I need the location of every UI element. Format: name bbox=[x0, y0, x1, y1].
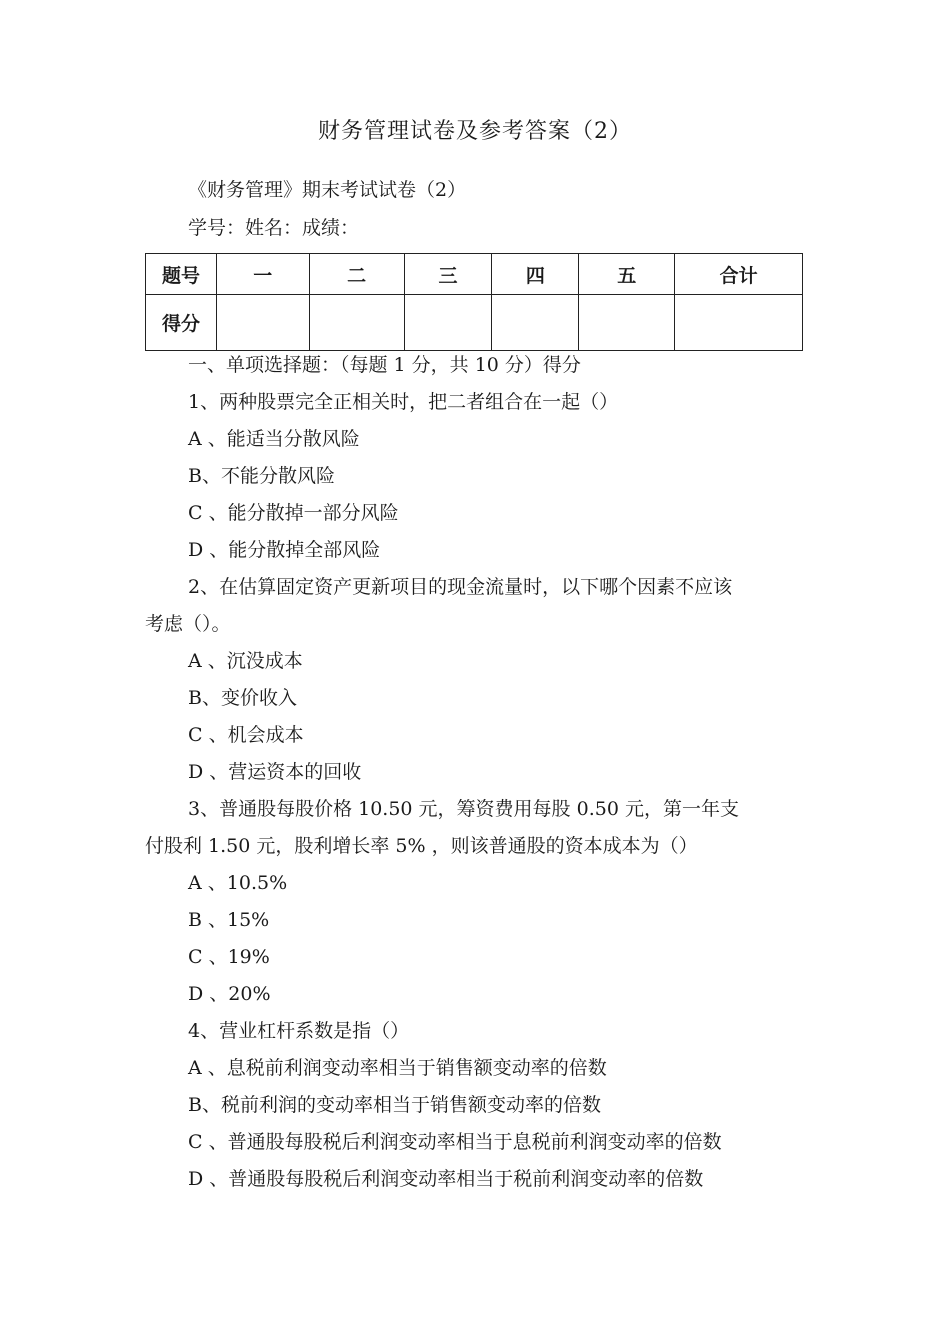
question-stem: 1、两种股票完全正相关时，把二者组合在一起（） bbox=[188, 391, 619, 413]
question-stem-continuation: 考虑（）。 bbox=[145, 613, 231, 635]
question-option: C 、普通股每股税后利润变动率相当于息税前利润变动率的倍数 bbox=[188, 1131, 722, 1153]
question-option: D 、20% bbox=[188, 983, 271, 1005]
question-stem: 2、在估算固定资产更新项目的现金流量时，以下哪个因素不应该 bbox=[188, 576, 733, 598]
score-table-header-cell: 三 bbox=[404, 254, 492, 295]
question-option: C 、能分散掉一部分风险 bbox=[188, 502, 399, 524]
question-option: B、变价收入 bbox=[188, 687, 297, 709]
question-stem: 3、普通股每股价格 10.50 元，筹资费用每股 0.50 元，第一年支 bbox=[188, 798, 739, 820]
score-table-header-row bbox=[146, 254, 803, 295]
score-table-header-cell: 四 bbox=[492, 254, 579, 295]
question-option: D 、能分散掉全部风险 bbox=[188, 539, 381, 561]
document-title: 财务管理试卷及参考答案（2） bbox=[318, 119, 632, 144]
score-table-header-cell: 题号 bbox=[146, 254, 217, 295]
question-option: C 、19% bbox=[188, 946, 270, 968]
question-option: B、不能分散风险 bbox=[188, 465, 335, 487]
score-table-header-cell: 五 bbox=[579, 254, 675, 295]
question-stem-continuation: 付股利 1.50 元，股利增长率 5% ，则该普通股的资本成本为（） bbox=[145, 835, 698, 857]
score-cell bbox=[216, 295, 309, 351]
score-table-header-cell: 一 bbox=[216, 254, 309, 295]
score-cell bbox=[309, 295, 404, 351]
score-table-score-row bbox=[146, 295, 803, 351]
question-option: A 、沉没成本 bbox=[188, 650, 303, 672]
score-cell bbox=[579, 295, 675, 351]
score-row-label: 得分 bbox=[146, 295, 217, 351]
question-option: B、税前利润的变动率相当于销售额变动率的倍数 bbox=[188, 1094, 601, 1116]
score-cell bbox=[675, 295, 803, 351]
question-option: D 、普通股每股税后利润变动率相当于税前利润变动率的倍数 bbox=[188, 1168, 704, 1190]
question-option: A 、能适当分散风险 bbox=[188, 428, 360, 450]
student-info-line: 学号：姓名：成绩： bbox=[188, 217, 360, 239]
exam-subtitle: 《财务管理》期末考试试卷（2） bbox=[188, 179, 467, 201]
score-cell bbox=[404, 295, 492, 351]
score-table-header-cell: 合计 bbox=[675, 254, 803, 295]
question-option: D 、营运资本的回收 bbox=[188, 761, 362, 783]
section-heading: 一、单项选择题：（每题 1 分，共 10 分）得分 bbox=[188, 354, 581, 376]
question-stem: 4、营业杠杆系数是指（） bbox=[188, 1020, 410, 1042]
question-option: A 、10.5% bbox=[188, 872, 288, 894]
question-option: B 、15% bbox=[188, 909, 270, 931]
score-table-header-cell: 二 bbox=[309, 254, 404, 295]
question-option: A 、息税前利润变动率相当于销售额变动率的倍数 bbox=[188, 1057, 607, 1079]
question-option: C 、机会成本 bbox=[188, 724, 304, 746]
score-table bbox=[145, 253, 803, 351]
score-cell bbox=[492, 295, 579, 351]
